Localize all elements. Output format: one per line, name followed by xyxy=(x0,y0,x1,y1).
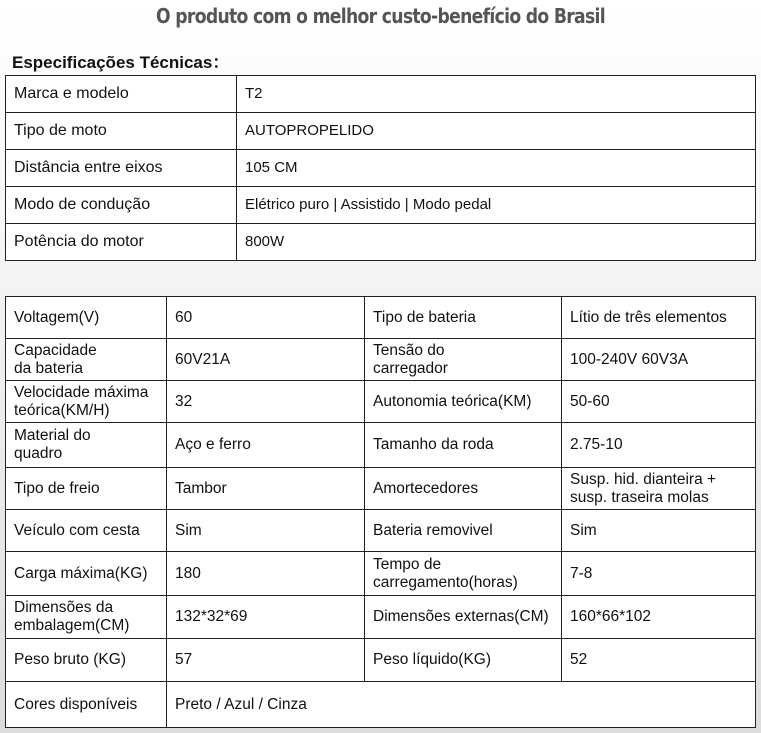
spec-value: T2 xyxy=(237,76,756,113)
spec-value: Aço e ferro xyxy=(167,423,365,468)
detail-spec-row xyxy=(6,423,756,468)
spec-label: Tamanho da roda xyxy=(365,423,562,468)
spec-value: 180 xyxy=(167,552,365,596)
spec-label: Dimensões externas(CM) xyxy=(365,596,562,639)
colors-label: Cores disponíveis xyxy=(6,682,167,728)
spec-label: Voltagem(V) xyxy=(6,297,167,339)
detail-spec-row xyxy=(6,468,756,510)
basic-spec-row xyxy=(6,187,756,224)
spec-value: 52 xyxy=(562,639,756,682)
spec-value: Elétrico puro | Assistido | Modo pedal xyxy=(237,187,756,224)
spec-value: 132*32*69 xyxy=(167,596,365,639)
spec-value: 60 xyxy=(167,297,365,339)
spec-label: Veículo com cesta xyxy=(6,510,167,552)
spec-label: Tipo de freio xyxy=(6,468,167,510)
spec-label: Carga máxima(KG) xyxy=(6,552,167,596)
spec-label: Modo de condução xyxy=(6,187,237,224)
detail-spec-row xyxy=(6,510,756,552)
spec-value: 7-8 xyxy=(562,552,756,596)
detail-spec-row xyxy=(6,381,756,423)
detail-specs-table xyxy=(5,296,756,728)
spec-value: Sim xyxy=(167,510,365,552)
spec-label: Peso líquido(KG) xyxy=(365,639,562,682)
spec-value: Susp. hid. dianteira + susp. traseira molas xyxy=(562,468,756,510)
spec-value: 32 xyxy=(167,381,365,423)
spec-label: Velocidade máxima teórica(KM/H) xyxy=(6,381,167,423)
spec-label: Amortecedores xyxy=(365,468,562,510)
spec-label: Tipo de bateria xyxy=(365,297,562,339)
spec-label: Bateria removivel xyxy=(365,510,562,552)
basic-spec-row xyxy=(6,113,756,150)
spec-value: Tambor xyxy=(167,468,365,510)
detail-spec-row xyxy=(6,339,756,381)
spec-label: Material do quadro xyxy=(6,423,167,468)
spec-value: 100-240V 60V3A xyxy=(562,339,756,381)
spec-label: Distância entre eixos xyxy=(6,150,237,187)
spec-label: Tensão do carregador xyxy=(365,339,562,381)
spec-value: 800W xyxy=(237,224,756,261)
spec-label: Marca e modelo xyxy=(6,76,237,113)
spec-label: Autonomia teórica(KM) xyxy=(365,381,562,423)
spec-value: Lítio de três elementos xyxy=(562,297,756,339)
spec-value: AUTOPROPELIDO xyxy=(237,113,756,150)
spec-heading: Especificações Técnicas： xyxy=(12,53,230,72)
spec-value: 160*66*102 xyxy=(562,596,756,639)
spec-label: Capacidade da bateria xyxy=(6,339,167,381)
basic-specs-table xyxy=(5,75,756,261)
spec-label: Tipo de moto xyxy=(6,113,237,150)
detail-spec-row xyxy=(6,639,756,682)
basic-spec-row xyxy=(6,76,756,113)
spec-value: 60V21A xyxy=(167,339,365,381)
basic-spec-row xyxy=(6,224,756,261)
spec-value: Sim xyxy=(562,510,756,552)
spec-value: 2.75-10 xyxy=(562,423,756,468)
spec-value: 50-60 xyxy=(562,381,756,423)
colors-row xyxy=(6,682,756,728)
detail-spec-row xyxy=(6,297,756,339)
detail-spec-row xyxy=(6,552,756,596)
detail-spec-row xyxy=(6,596,756,639)
spec-label: Potência do motor xyxy=(6,224,237,261)
spec-value: 57 xyxy=(167,639,365,682)
spec-label: Peso bruto (KG) xyxy=(6,639,167,682)
basic-spec-row xyxy=(6,150,756,187)
spec-label: Tempo de carregamento(horas) xyxy=(365,552,562,596)
spec-label: Dimensões da embalagem(CM) xyxy=(6,596,167,639)
colors-value: Preto / Azul / Cinza xyxy=(167,682,756,728)
spec-value: 105 CM xyxy=(237,150,756,187)
page-headline: O produto com o melhor custo-benefício do Brasil xyxy=(156,4,605,28)
